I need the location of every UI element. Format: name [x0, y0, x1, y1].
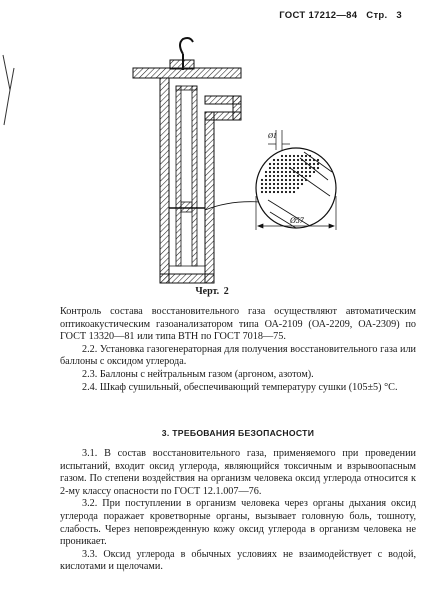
perforation-hole [281, 191, 283, 193]
perforation-hole [297, 179, 299, 181]
perforation-hole [277, 187, 279, 189]
perforation-hole [265, 179, 267, 181]
perforation-hole [281, 175, 283, 177]
perforation-hole [285, 171, 287, 173]
paragraph-2-2: 2.2. Установка газогенераторная для получения восстановительного газа или баллоны с оксидом углерода. [60, 343, 416, 368]
perforation-hole [317, 159, 319, 161]
perforation-hole [261, 187, 263, 189]
figure-caption: Черт. 2 [195, 286, 229, 297]
perforation-hole [285, 179, 287, 181]
perforation-hole [301, 163, 303, 165]
perforation-hole [277, 175, 279, 177]
perforation-hole [293, 155, 295, 157]
perforation-hole [277, 191, 279, 193]
paragraph-gas-control: Контроль состава восстановительного газа осуществляют автоматическим оптикоакустическим газоанализатором типа ОА-2109 (ОА-2209, ОА-2309) по ГОСТ 13320—81 или типа ВТН по ГОСТ 7018—75. [60, 306, 416, 343]
perforation-hole [273, 187, 275, 189]
perforation-hole [305, 159, 307, 161]
perforation-hole [269, 163, 271, 165]
hole-diameter-dimension: Ø1 [268, 132, 277, 140]
perforation-hole [317, 163, 319, 165]
perforation-hole [309, 171, 311, 173]
paragraph-3-1: 3.1. В состав восстановительного газа, применяемого при проведении испытаний, входит оксид углерода, являющийся токсичным и взрывоопасным газом. По степени воздействия на организм человека оксид углерода относится к 2-му классу опасности по ГОСТ 12.1.007—76. [60, 448, 416, 497]
perforation-hole [285, 175, 287, 177]
technical-drawing [0, 30, 422, 285]
perforation-hole [285, 191, 287, 193]
perforation-hole [289, 191, 291, 193]
perforation-hole [313, 171, 315, 173]
perforation-hole [269, 191, 271, 193]
perforation-hole [273, 159, 275, 161]
paragraph-2-3: 2.3. Баллоны с нейтральным газом (аргоном, азотом). [82, 368, 314, 380]
apparatus-section [133, 38, 260, 283]
perforation-hole [269, 187, 271, 189]
perforation-hole [301, 167, 303, 169]
perforation-hole [273, 191, 275, 193]
perforation-hole [277, 183, 279, 185]
perforation-hole [265, 191, 267, 193]
perforation-hole [273, 175, 275, 177]
perforation-hole [265, 171, 267, 173]
margin-mark [3, 55, 14, 125]
perforation-hole [293, 159, 295, 161]
perforation-hole [281, 159, 283, 161]
perforation-hole [285, 183, 287, 185]
perforation-hole [285, 155, 287, 157]
perforation-hole [293, 167, 295, 169]
perforation-hole [305, 171, 307, 173]
perforation-hole [293, 163, 295, 165]
perforation-hole [277, 159, 279, 161]
perforation-hole [273, 167, 275, 169]
perforation-hole [289, 155, 291, 157]
perforation-hole [297, 159, 299, 161]
perforation-hole [297, 167, 299, 169]
perforation-hole [269, 167, 271, 169]
perforation-hole [261, 179, 263, 181]
perforation-hole [265, 183, 267, 185]
detail-view [256, 130, 336, 230]
perforation-hole [273, 163, 275, 165]
perforation-hole [261, 191, 263, 193]
perforation-hole [297, 187, 299, 189]
perforation-hole [297, 183, 299, 185]
perforation-hole [281, 163, 283, 165]
paragraph-3-3: 3.3. Оксид углерода в обычных условиях не взаимодействует с водой, кислотами и щелочами. [60, 548, 416, 573]
perforation-hole [301, 179, 303, 181]
perforation-hole [293, 179, 295, 181]
safety-section [60, 448, 416, 574]
perforation-hole [293, 191, 295, 193]
page-label: Стр. [366, 10, 388, 21]
perforation-hole [269, 171, 271, 173]
perforation-hole [289, 187, 291, 189]
diameter-dimension: Ø57 [290, 216, 304, 225]
perforation-hole [309, 175, 311, 177]
perforation-hole [281, 187, 283, 189]
perforation-hole [297, 155, 299, 157]
page-header [273, 10, 402, 21]
perforation-hole [261, 183, 263, 185]
perforation-hole [285, 159, 287, 161]
perforation-hole [289, 159, 291, 161]
perforation-hole [269, 175, 271, 177]
perforation-hole [285, 187, 287, 189]
perforation-hole [301, 183, 303, 185]
perforation-hole [265, 175, 267, 177]
perforation-hole [289, 183, 291, 185]
perforation-hole [281, 167, 283, 169]
perforation-hole [269, 183, 271, 185]
perforation-hole [273, 171, 275, 173]
perforation-hole [293, 187, 295, 189]
perforation-hole [269, 179, 271, 181]
perforation-hole [273, 179, 275, 181]
hook-icon [180, 38, 193, 54]
perforation-hole [297, 175, 299, 177]
perforation-hole [273, 183, 275, 185]
perforation-hole [277, 179, 279, 181]
perforation-hole [317, 167, 319, 169]
perforation-hole [285, 167, 287, 169]
perforation-hole [289, 175, 291, 177]
perforation-hole [309, 159, 311, 161]
paragraph-2-4: 2.4. Шкаф сушильный, обеспечивающий температуру сушки (105±5) °С. [82, 381, 398, 393]
perforation-hole [289, 163, 291, 165]
perforation-hole [301, 155, 303, 157]
perforation-hole [305, 175, 307, 177]
perforation-hole [289, 171, 291, 173]
perforation-hole [297, 163, 299, 165]
paragraph-3-2: 3.2. При поступлении в организм человека через органы дыхания оксид углерода поражает кроветворные органы, вызывает головную боль, тошноту, слабость. Через неповрежденную кожу оксид углерода в организм человека не проникает. [60, 498, 416, 548]
perforation-hole [281, 183, 283, 185]
page-number: 3 [396, 10, 402, 21]
perforation-hole [313, 163, 315, 165]
perforation-hole [281, 155, 283, 157]
perforation-hole [305, 167, 307, 169]
standard-number: ГОСТ 17212—84 [279, 10, 358, 21]
perforation-hole [293, 183, 295, 185]
perforation-hole [281, 171, 283, 173]
perforation-hole [309, 167, 311, 169]
section-heading: 3. ТРЕБОВАНИЯ БЕЗОПАСНОСТИ [161, 428, 315, 438]
perforation-hole [265, 187, 267, 189]
perforation-hole [277, 163, 279, 165]
perforation-hole [281, 179, 283, 181]
perforation-hole [285, 163, 287, 165]
perforation-hole [301, 171, 303, 173]
perforation-hole [277, 171, 279, 173]
perforation-hole [289, 179, 291, 181]
perforation-hole [305, 155, 307, 157]
perforation-hole [277, 167, 279, 169]
perforation-hole [293, 175, 295, 177]
equipment-list [60, 306, 416, 394]
